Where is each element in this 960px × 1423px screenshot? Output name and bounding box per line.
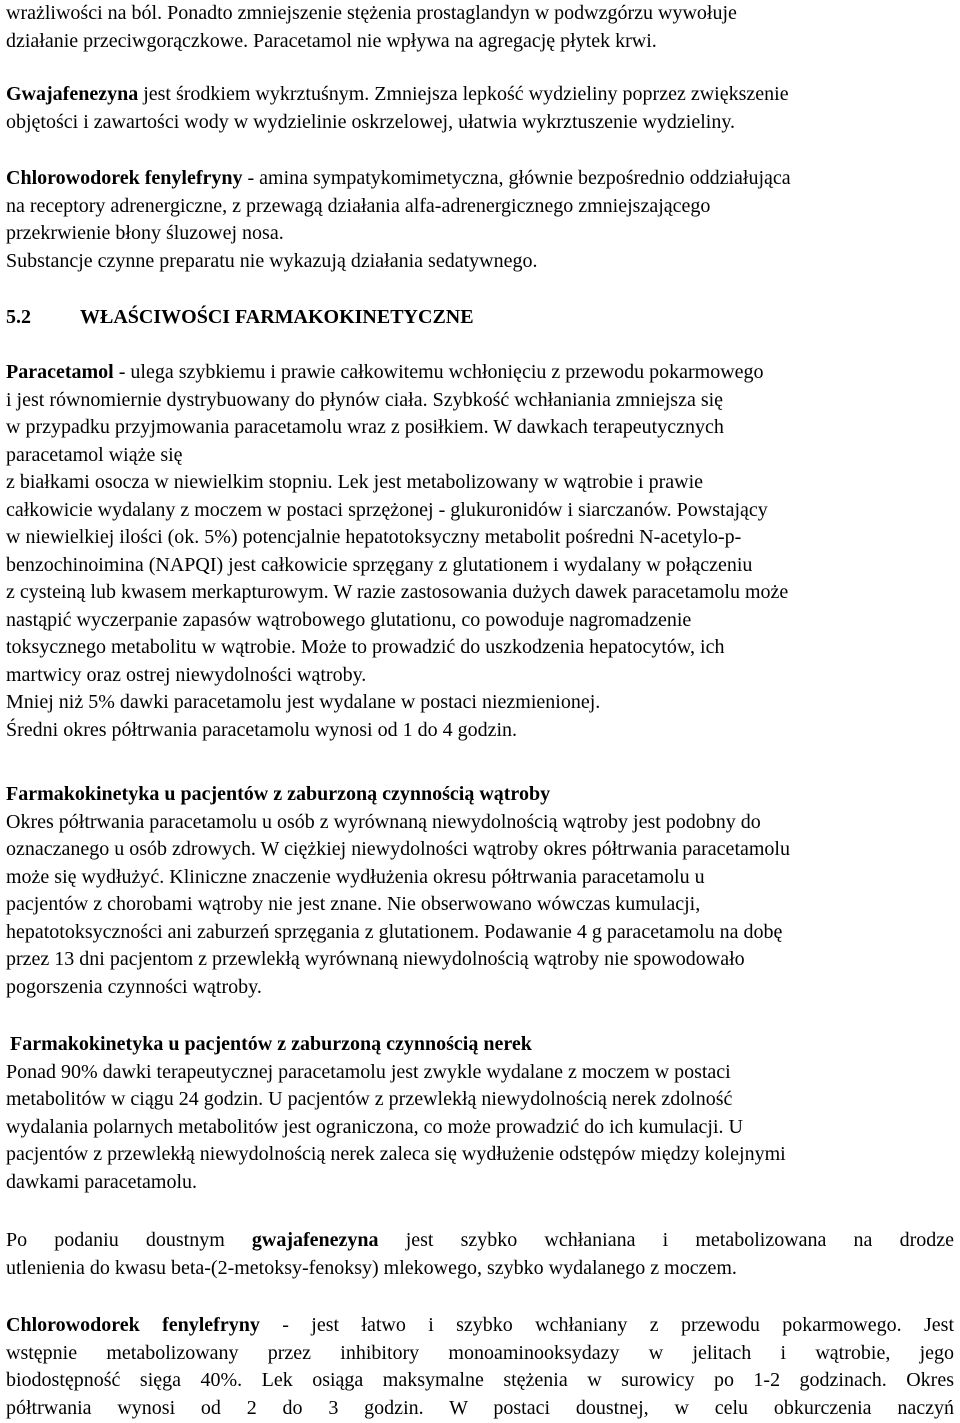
text-line: na receptory adrenergiczne, z przewagą działania alfa-adrenergicznego zmniejszającego [6,194,711,217]
text-line [6,359,954,387]
text-line: całkowicie wydalany z moczem w postaci sprzężonej - glukuronidów i siarczanów. Powstający [6,498,768,521]
text-run: - amina sympatykomimetyczna, głównie bezpośrednio oddziałująca [242,167,791,189]
section-heading [6,304,954,332]
text-line: wrażliwości na ból. Ponadto zmniejszenie stężenia prostaglandyn w podwzgórzu wywołuje [6,2,737,24]
paragraph-phenylephrine-pk [6,1312,954,1422]
section-number: 5.2 [6,306,31,328]
section-title: WŁAŚCIWOŚCI FARMAKOKINETYCZNE [80,306,474,328]
text-line: pacjentów z chorobami wątroby nie jest znane. Nie obserwowano wówczas kumulacji, [6,893,701,915]
text-line: pogorszenia czynności wątroby. [6,975,262,998]
paragraph-paracetamol [6,359,954,744]
text-line: Średni okres półtrwania paracetamolu wynosi od 1 do 4 godzin. [6,718,517,741]
text-line: Ponad 90% dawki terapeutycznej paracetamolu jest zwykle wydalane z moczem w postaci [6,1060,731,1083]
text-line: utlenienia do kwasu beta-(2-metoksy-fenoksy) mlekowego, szybko wydalanego z moczem. [6,1256,737,1279]
bold-term: gwajafenezyna [251,1229,379,1251]
paragraph-renal-impairment [6,1031,954,1196]
text-line [6,81,954,109]
text-run: Po podaniu doustnym [6,1229,252,1251]
paragraph-guaifenesin-pk [6,1227,954,1282]
bold-term: Chlorowodorek fenylefryny [6,167,243,189]
text-line: w niewielkiej ilości (ok. 5%) potencjalnie hepatotoksyczny metabolit pośredni N-acetylo-p- [6,526,742,548]
paragraph-mechanism [6,0,954,55]
text-line: Mniej niż 5% dawki paracetamolu jest wydalane w postaci niezmienionej. [6,691,601,713]
text-line: martwicy oraz ostrej niewydolności wątroby. [6,663,367,686]
text-line: toksycznego metabolitu w wątrobie. Może to prowadzić do uszkodzenia hepatocytów, ich [6,636,725,658]
text-line: nastąpić wyczerpanie zapasów wątrobowego glutationu, co powoduje nagromadzenie [6,608,692,631]
subsection-heading: Farmakokinetyka u pacjentów z zaburzoną czynnością wątroby [6,783,551,805]
text-run: - jest łatwo i szybko wchłaniany z przewodu pokarmowego. Jest [259,1314,954,1336]
text-line: paracetamol wiąże się [6,443,183,466]
text-line: pacjentów z przewlekłą niewydolnością nerek zaleca się wydłużenie odstępów między kolejnymi [6,1143,786,1165]
text-line: w przypadku przyjmowania paracetamolu wraz z posiłkiem. W dawkach terapeutycznych [6,416,724,438]
paragraph-phenylephrine [6,165,954,275]
text-line: działanie przeciwgorączkowe. Paracetamol nie wpływa na agregację płytek krwi. [6,29,657,52]
text-run: jest środkiem wykrztuśnym. Zmniejsza lepkość wydzieliny poprzez zwiększenie [138,83,789,105]
bold-term: Gwajafenezyna [6,83,139,105]
text-line: może się wydłużyć. Kliniczne znaczenie wydłużenia okresu półtrwania paracetamolu u [6,865,705,888]
text-line [6,1312,954,1340]
text-line: objętości i zawartości wody w wydzielinie oskrzelowej, ułatwia wykrztuszenie wydzieliny. [6,110,736,133]
text-line: oznaczanego u osób zdrowych. W ciężkiej niewydolności wątroby okres półtrwania paracetamolu [6,838,790,860]
paragraph-hepatic-impairment [6,781,954,1001]
text-line: z białkami osocza w niewielkim stopniu. Lek jest metabolizowany w wątrobie i prawie [6,471,704,493]
text-line: hepatotoksyczności ani zaburzeń sprzęgania z glutationem. Podawanie 4 g paracetamolu na dobę [6,920,783,943]
text-line: Okres półtrwania paracetamolu u osób z wyrównaną niewydolnością wątroby jest podobny do [6,810,761,833]
text-line [6,1227,954,1255]
subsection-heading: Farmakokinetyka u pacjentów z zaburzoną czynnością nerek [10,1033,532,1055]
text-line: z cysteiną lub kwasem merkapturowym. W razie zastosowania dużych dawek paracetamolu może [6,581,789,603]
text-line: dawkami paracetamolu. [6,1170,198,1193]
paragraph-guaifenesin [6,81,954,136]
text-line: wstępnie metabolizowany przez inhibitory monoaminooksydazy w jelitach i wątrobie, jego [6,1341,954,1364]
text-line: półtrwania wynosi od 2 do 3 godzin. W postaci doustnej, w celu obkurczenia naczyń [6,1396,954,1419]
text-run: jest szybko wchłaniana i metabolizowana na drodze [378,1229,954,1251]
bold-term: Chlorowodorek fenylefryny [6,1314,260,1336]
text-line: przekrwienie błony śluzowej nosa. [6,222,284,244]
bold-term: Paracetamol [6,361,114,383]
text-line: benzochinoimina (NAPQI) jest całkowicie sprzęgany z glutationem i wydalany w połączeniu [6,553,753,576]
text-line: wydalania polarnych metabolitów jest ograniczona, co może prowadzić do ich kumulacji. U [6,1115,743,1138]
text-run: - ulega szybkiemu i prawie całkowitemu wchłonięciu z przewodu pokarmowego [113,361,764,383]
text-line [6,165,954,193]
text-line: metabolitów w ciągu 24 godzin. U pacjentów z przewlekłą niewydolnością nerek zdolność [6,1088,733,1110]
text-line: przez 13 dni pacjentom z przewlekłą wyrównaną niewydolnością wątroby nie spowodowało [6,948,745,970]
text-line: biodostępność sięga 40%. Lek osiąga maksymalne stężenia w surowicy po 1-2 godzinach. Okres [6,1369,954,1391]
text-line: Substancje czynne preparatu nie wykazują działania sedatywnego. [6,249,538,272]
text-line: i jest równomiernie dystrybuowany do płynów ciała. Szybkość wchłaniania zmniejsza się [6,388,724,411]
section-heading-line [6,304,954,332]
